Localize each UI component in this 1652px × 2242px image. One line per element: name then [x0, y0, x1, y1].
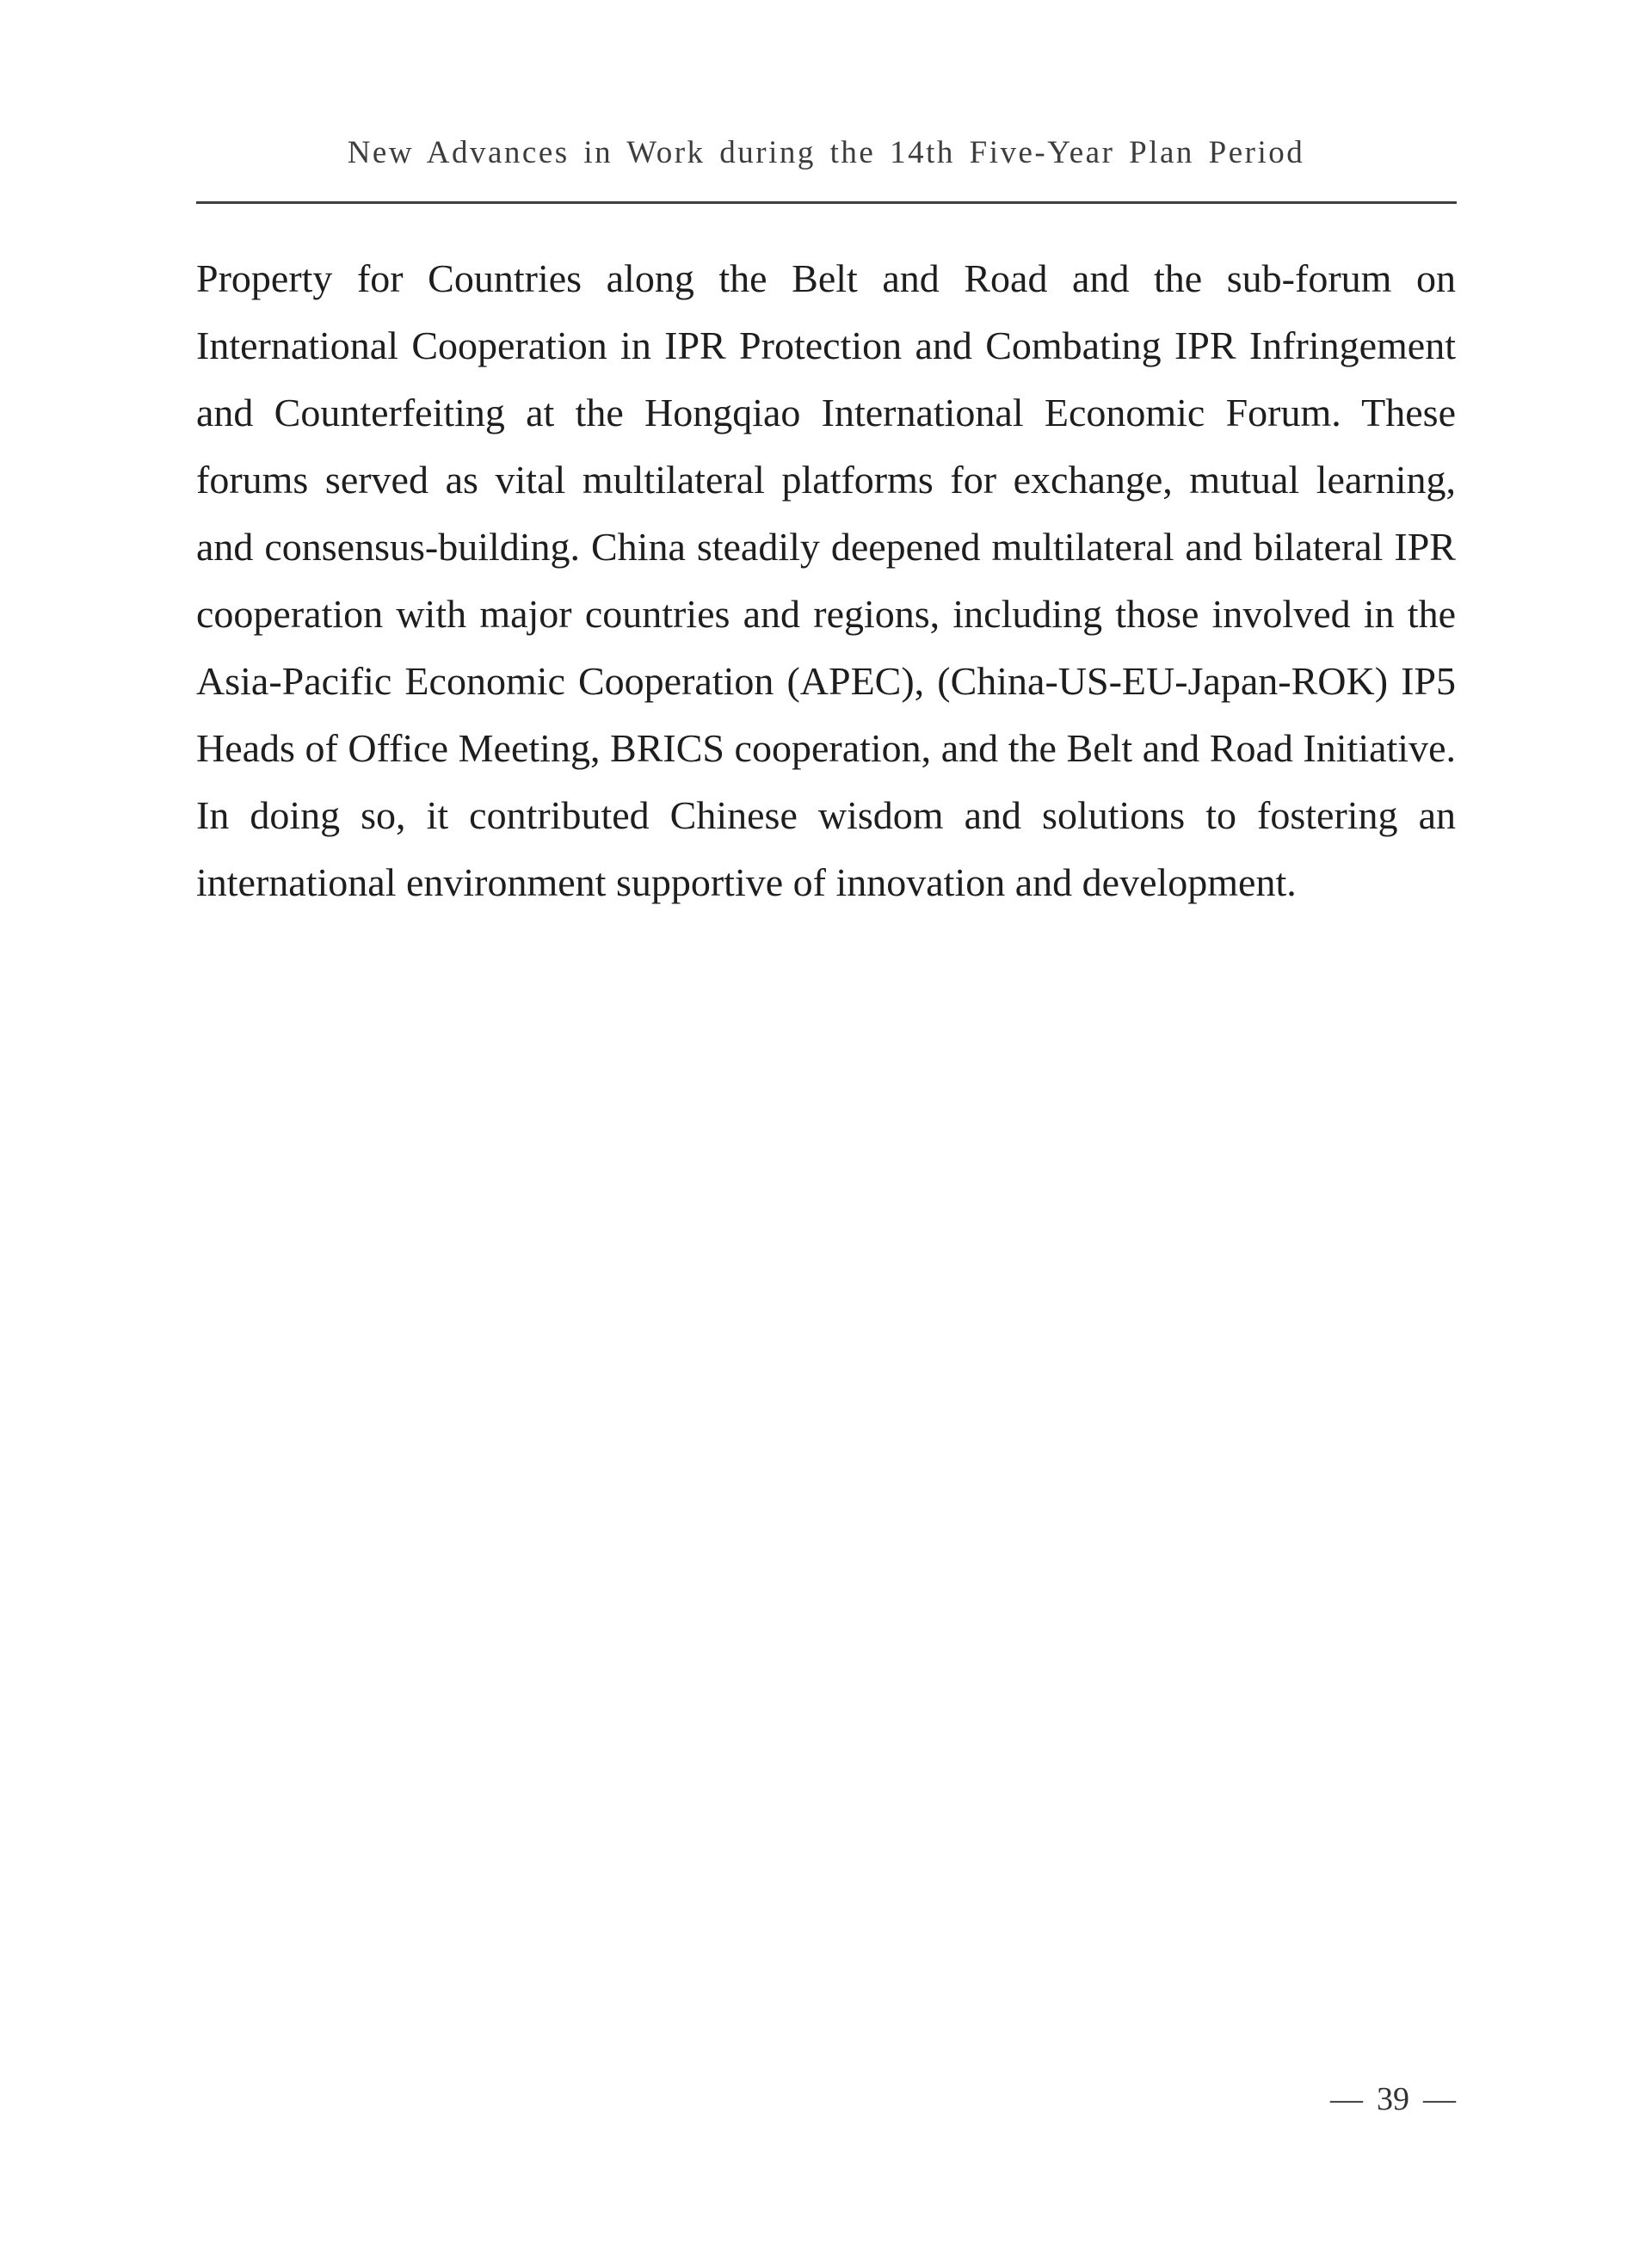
- body-paragraph: Property for Countries along the Belt and Road and the sub-forum on International Cooperation in IPR Protection and Combating IPR Infringement and Counterfeiting at the Hongqiao International Economic Forum. These forums served as vital multilateral platforms for exchange, mutual learning, and consensus-building. China steadily deepened multilateral and bilateral IPR cooperation with major countries and regions, including those involved in the Asia-Pacific Economic Cooperation (APEC), (China-US-EU-Japan-ROK) IP5 Heads of Office Meeting, BRICS cooperation, and the Belt and Road Initiative. In doing so, it contributed Chinese wisdom and solutions to fostering an international environment supportive of innovation and development.: [196, 256, 1456, 904]
- page-number-value: 39: [1377, 2081, 1409, 2117]
- header-rule-divider: [196, 201, 1457, 204]
- page-number: [1330, 2080, 1456, 2118]
- running-header-title: New Advances in Work during the 14th Five-Year Plan Period: [347, 135, 1305, 170]
- page-number-dash-right: —: [1423, 2081, 1456, 2117]
- page-number-dash-left: —: [1330, 2081, 1363, 2117]
